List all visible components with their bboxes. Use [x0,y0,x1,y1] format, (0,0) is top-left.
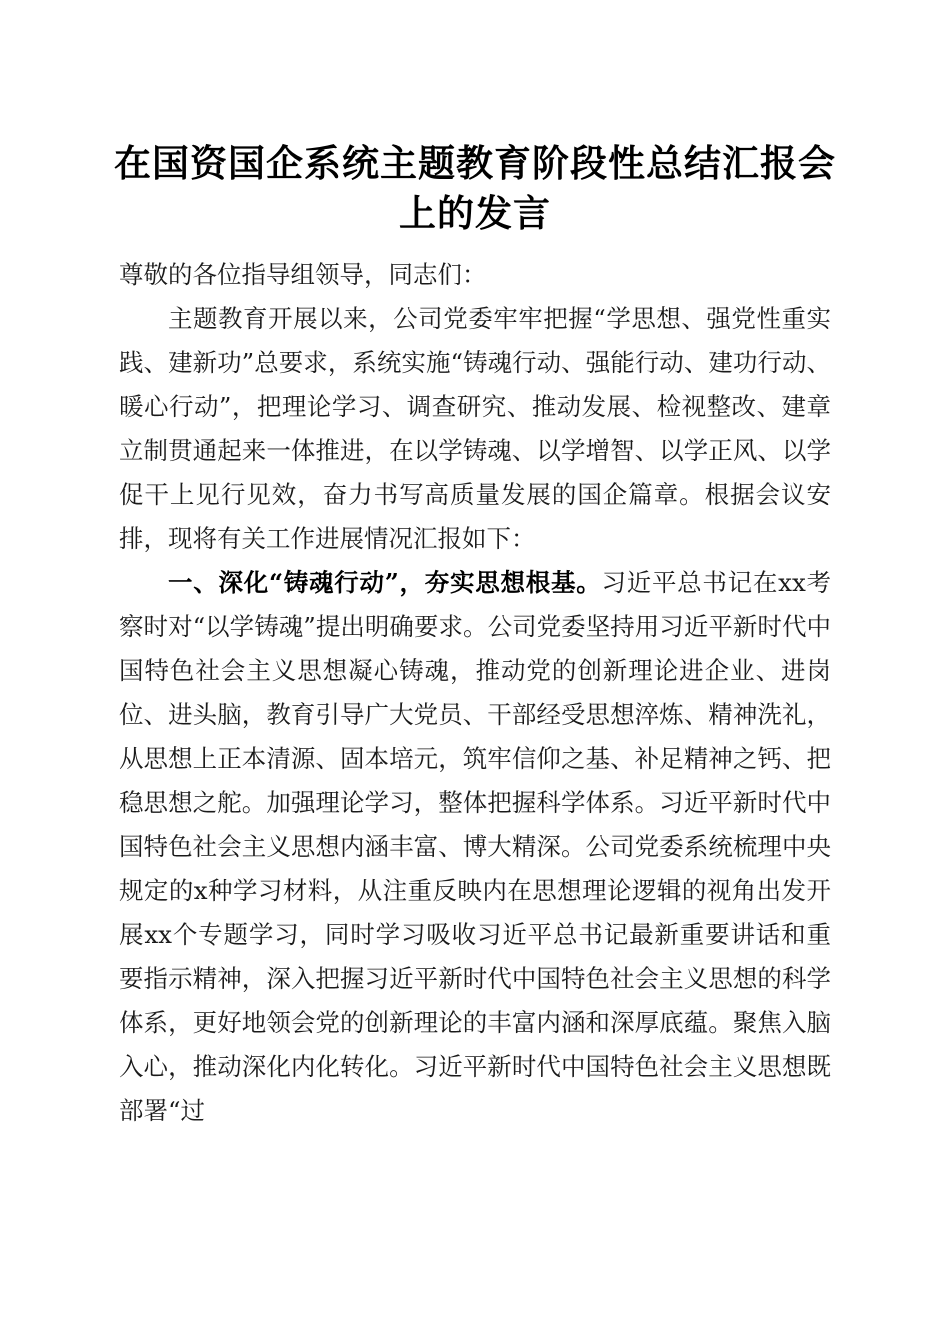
document-title: 在国资国企系统主题教育阶段性总结汇报会上的发言 [114,141,836,235]
section-one-text: 习近平总书记在xx考察时对“以学铸魂”提出明确要求。公司党委坚持用习近平新时代中国特色社会主义思想凝心铸魂，推动党的创新理论进企业、进岗位、进头脑，教育引导广大党员、干部经受思想淬炼、精神洗礼，从思想上正本清源、固本培元，筑牢信仰之基、补足精神之钙、把稳思想之舵。加强理论学习，整体把握科学体系。习近平新时代中国特色社会主义思想内涵丰富、博大精深。公司党委系统梳理中央规定的x种学习材料，从注重反映内在思想理论逻辑的视角出发开展xx个专题学习，同时学习吸收习近平总书记最新重要讲话和重要指示精神，深入把握习近平新时代中国特色社会主义思想的科学体系，更好地领会党的创新理论的丰富内涵和深厚底蕴。聚焦入脑入心，推动深化内化转化。习近平新时代中国特色社会主义思想既部署“过 [119,568,832,1125]
document-body [119,253,831,1133]
section-one-paragraph [119,561,831,1133]
section-one-heading: 一、深化“铸魂行动”，夯实思想根基。 [168,568,602,597]
intro-paragraph: 主题教育开展以来，公司党委牢牢把握“学思想、强党性重实践、建新功”总要求，系统实施“铸魂行动、强能行动、建功行动、暖心行动”，把理论学习、调查研究、推动发展、检视整改、建章立制贯通起来一体推进，在以学铸魂、以学增智、以学正风、以学促干上见行见效，奋力书写高质量发展的国企篇章。根据会议安排，现将有关工作进展情况汇报如下： [119,304,831,553]
salutation: 尊敬的各位指导组领导，同志们： [119,260,487,289]
